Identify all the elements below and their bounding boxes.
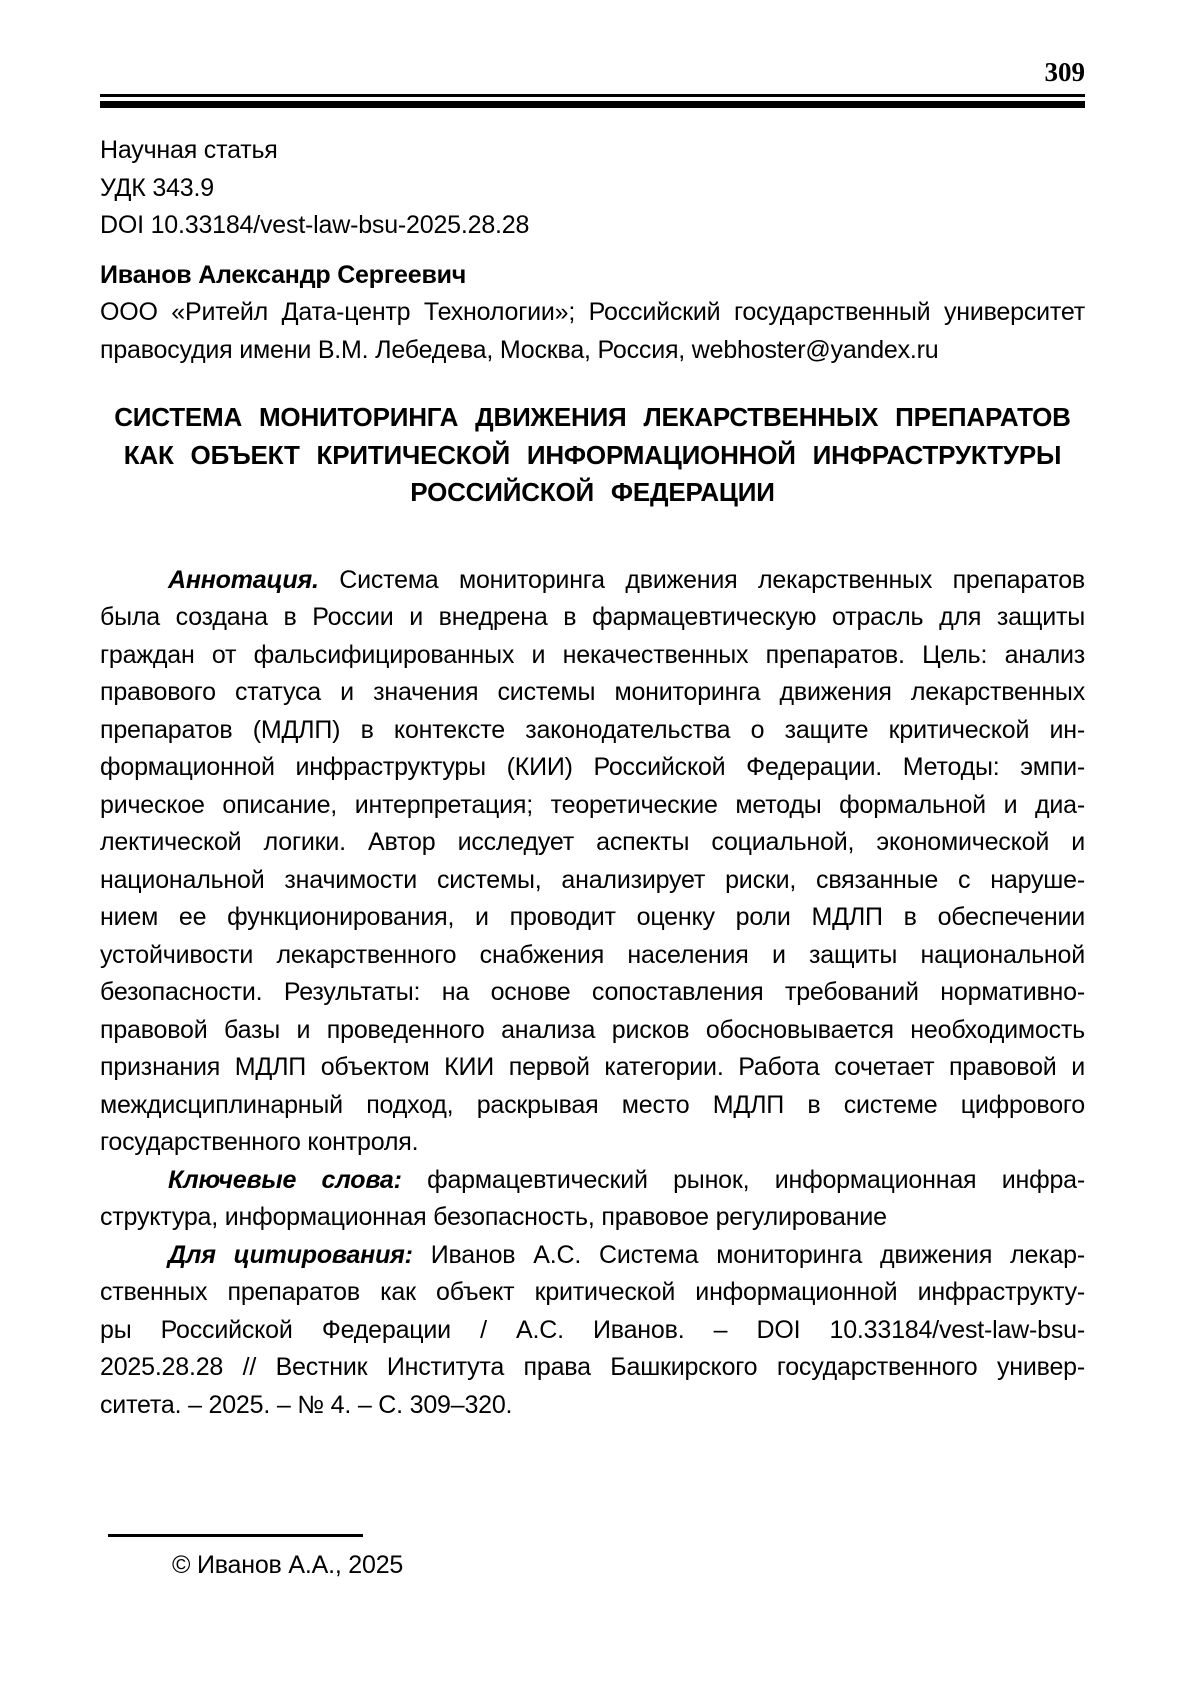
udc-code: УДК 343.9 — [100, 173, 214, 202]
keywords-paragraph: Ключевые слова: фармацевтический рынок, информационная инфра- структура, информационная безопасность, правовое регулирование — [100, 1165, 1085, 1231]
article-meta-block — [100, 132, 1085, 245]
author-name: Иванов Александр Сергеевич — [100, 260, 467, 289]
copyright-notice: © Иванов А.А., 2025 — [172, 1551, 404, 1579]
page-number: 309 — [1044, 57, 1085, 87]
abstract-paragraph: Аннотация. Система мониторинга движения лекарственных препаратов была создана в России и внедрена в фармацевтическую отрасль для защиты граждан от фальсифицированных и некачественных препаратов. Цель: анализ правового статуса и значения системы мониторинга движения лекарственных препаратов (МДЛП) в контексте законодательства о защите критической ин- формационной инфраструктуры (КИИ) Российской Федерации. Методы: эмпи- рическое описание, интерпретация; теоретические методы формальной и диа- лектической логики. Автор исследует аспекты социальной, экономической и национальной значимости системы, анализирует риски, связанные с наруше- нием ее функционирования, и проводит оценку роли МДЛП в обеспечении устойчивости лекарственного снабжения населения и защиты национальной безопасности. Результаты: на основе сопоставления требований нормативно- правовой базы и проведенного анализа рисков обосновывается необходимость признания МДЛП объектом КИИ первой категории. Работа сочетает правовой и междисциплинарный подход, раскрывая место МДЛП в системе цифрового государственного контроля. — [100, 565, 1085, 1156]
doi-code: DOI 10.33184/vest-law-bsu-2025.28.28 — [100, 211, 530, 239]
article-title-line: СИСТЕМА МОНИТОРИНГА ДВИЖЕНИЯ ЛЕКАРСТВЕННЫХ ПРЕПАРАТОВ — [114, 402, 1071, 432]
header-double-rule — [100, 94, 1085, 108]
footnote-block — [100, 1534, 1085, 1585]
paragraph-lead: Ключевые слова: — [168, 1165, 402, 1194]
article-title — [100, 399, 1085, 512]
article-title-line: РОССИЙСКОЙ ФЕДЕРАЦИИ — [410, 477, 775, 507]
author-affiliation: ООО «Ритейл Дата-центр Технологии»; Российский государственный университет правосудия имени В.М. Лебедева, Москва, Россия, webhoster@yandex.ru — [100, 298, 1085, 364]
article-title-line: КАК ОБЪЕКТ КРИТИЧЕСКОЙ ИНФОРМАЦИОННОЙ ИНФРАСТРУКТУРЫ — [123, 439, 1062, 470]
paragraph-lead: Для цитирования: — [168, 1240, 413, 1269]
author-block — [100, 257, 1085, 370]
paragraph-lead: Аннотация. — [168, 565, 319, 594]
article-type-label: Научная статья — [100, 136, 278, 164]
footnote-rule — [108, 1534, 363, 1537]
citation-paragraph: Для цитирования: Иванов А.С. Система мониторинга движения лекар- ственных препаратов как объект критической информационной инфраструкту- ры Российской Федерации / А.С. Иванов. – DOI 10.33184/vest-law-bsu- 2025.28.28 // Вестник Института права Башкирского государственного универ- ситета. – 2025. – № 4. – С. 309–320. — [100, 1240, 1085, 1419]
